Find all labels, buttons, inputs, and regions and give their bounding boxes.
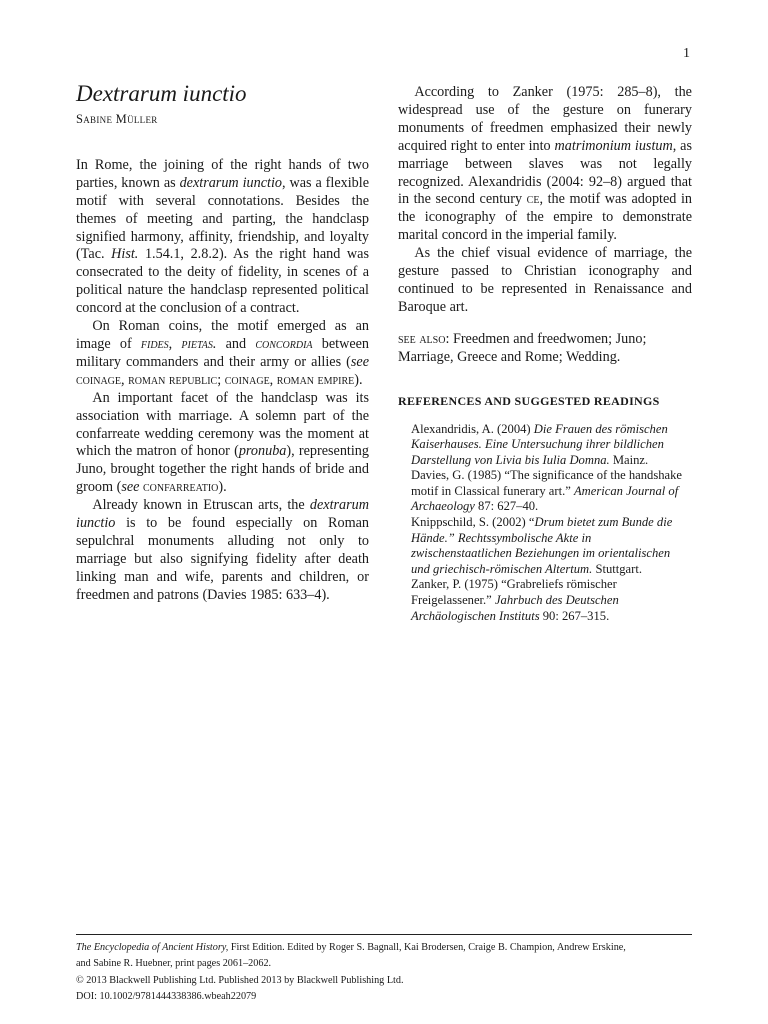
paragraph-3: An important facet of the handclasp was its association with marriage. A solemn part of the confarreate wedding ceremony was the moment at which the matron of honor (pronuba), representing Juno, brought together the right hands of bride and groom (see confarreatio). xyxy=(76,389,369,496)
footer-citation-line: The Encyclopedia of Ancient History, First Edition. Edited by Roger S. Bagnall, Kai Brodersen, Craige B. Champion, Andrew Erskine, xyxy=(76,942,626,953)
article-author: Sabine Müller xyxy=(76,112,158,126)
see-also xyxy=(398,331,692,367)
references-heading: REFERENCES AND SUGGESTED READINGS xyxy=(398,393,660,408)
paragraph-6: As the chief visual evidence of marriage, the gesture passed to Christian iconography and continued to be represented in Renaissance and Baroque art. xyxy=(398,245,692,315)
paragraph-4: Already known in Etruscan arts, the dextrarum iunctio is to be found especially on Roman sepulchral monuments alluding not only to marriage but also signifying fidelity after death linking man and wife, parents and children, or freedmen and patrons (Davies 1985: 633–4). xyxy=(76,497,369,603)
reference-item: Davies, G. (1985) “The significance of the handshake motif in Classical funerary art.” American Journal of Archaeology 87: 627–40. xyxy=(411,468,683,514)
page-number: 1 xyxy=(683,46,690,61)
reference-item: Zanker, P. (1975) “Grabreliefs römischer Freigelassener.” Jahrbuch des Deutschen Archäologischen Instituts 90: 267–315. xyxy=(411,577,619,623)
left-column xyxy=(76,80,369,605)
article-title: Dextrarum iunctio xyxy=(76,81,247,106)
cross-reference-link[interactable]: confarreatio xyxy=(139,479,219,496)
paragraph-1: In Rome, the joining of the right hands of two parties, known as dextrarum iunctio, was a flexible motif with several connotations. Besides the themes of meeting and parting, the handclasp signified harmony, affinity, friendship, and loyalty (Tac. Hist. 1.54.1, 2.8.2). As the right hand was consecrated to the deity of fidelity, in scenes of a political nature the handclasp represented political concord at the conclusion of a contract. xyxy=(76,156,370,317)
reference-item: Alexandridis, A. (2004) Die Frauen des römischen Kaiserhauses. Eine Untersuchung ihrer bildlichen Darstellung von Livia bis Iulia Domna. Mainz. xyxy=(411,421,668,467)
footer-copyright: © 2013 Blackwell Publishing Ltd. Published 2013 by Blackwell Publishing Ltd. xyxy=(76,974,404,986)
right-column xyxy=(398,84,692,624)
cross-reference-link[interactable]: coinage, roman republic; coinage, roman empire xyxy=(76,371,355,388)
page-footer xyxy=(76,934,692,1005)
paragraph-2: On Roman coins, the motif emerged as an image of fides, pietas. and concordia between military commanders and their army or allies (see coinage, roman republic; coinage, roman empire). xyxy=(76,318,370,388)
footer-doi[interactable]: DOI: 10.1002/9781444338386.wbeah22079 xyxy=(76,990,257,1002)
see-also-label: see also xyxy=(398,330,446,347)
references-list xyxy=(398,422,692,625)
paragraph-5: According to Zanker (1975: 285–8), the widespread use of the gesture on funerary monuments of freedmen emphasized their newly acquired right to enter into matrimonium iustum, as marriage between slaves was not legally recognized. Alexandridis (2004: 92–8) argued that in the second century ce, the motif was adopted in the iconography of the empire to demonstrate marital concord in the imperial family. xyxy=(398,84,692,244)
footer-editors-line: and Sabine R. Huebner, print pages 2061–2062. xyxy=(76,958,272,970)
see-also-links[interactable]: : Freedmen and freedwomen; Juno; Marriage, Greece and Rome; Wedding. xyxy=(398,330,647,365)
reference-item: Knippschild, S. (2002) “Drum bietet zum Bunde die Hände.” Rechtssymbolische Akte in zwischenstaatlichen Beziehungen im orientalischen und griechisch-römischen Altertum. Stuttgart. xyxy=(411,515,673,576)
